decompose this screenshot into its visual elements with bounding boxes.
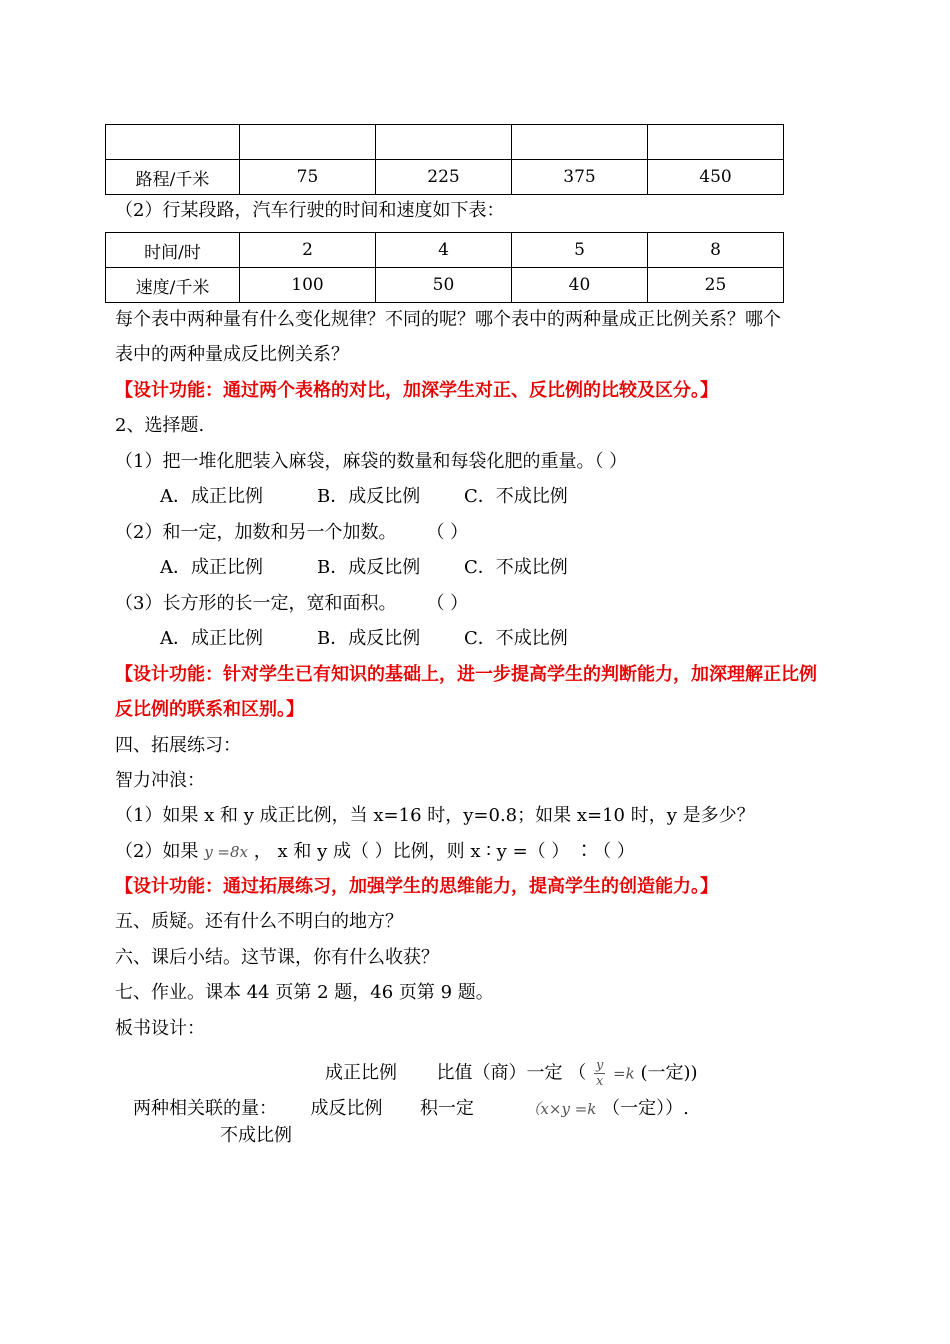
- table-cell: 375: [512, 160, 648, 195]
- choice-stem: [115, 450, 627, 474]
- option-a: A．成正比例: [160, 486, 263, 507]
- option-b: B．成反比例: [317, 486, 421, 507]
- fraction: [594, 1058, 605, 1089]
- question-text: 表中的两种量成反比例关系？: [115, 344, 349, 365]
- board-row-direct: [325, 1058, 698, 1089]
- choice-options: [160, 556, 568, 580]
- choice-stem-text: （3）长方形的长一定，宽和面积。: [115, 593, 397, 614]
- table-row: [106, 268, 784, 303]
- formula: =k: [613, 1064, 635, 1083]
- board-main-label: 两种相关联的量：: [133, 1098, 277, 1119]
- table-cell: 50: [376, 268, 512, 303]
- extension-question: [115, 840, 635, 864]
- table-cell: 时间/时: [106, 233, 240, 268]
- sub-heading: 智力冲浪：: [115, 770, 205, 791]
- design-note: 【设计功能：通过两个表格的对比，加深学生对正、反比例的比较及区分。】: [115, 380, 718, 401]
- design-note: 【设计功能：针对学生已有知识的基础上，进一步提高学生的判断能力，加深理解正比例: [115, 664, 817, 685]
- table-cell: 40: [512, 268, 648, 303]
- fraction-denominator: x: [595, 1074, 604, 1089]
- table-row: [106, 233, 784, 268]
- table2-intro: （2）行某段路，汽车行驶的时间和速度如下表：: [115, 200, 505, 221]
- option-a: A．成正比例: [160, 628, 263, 649]
- formula-open: （: [525, 1100, 541, 1118]
- option-c: C．不成比例: [464, 628, 568, 649]
- table-cell: 8: [648, 233, 784, 268]
- fraction-numerator: y: [595, 1058, 604, 1073]
- question-text: 每个表中两种量有什么变化规律？不同的呢？哪个表中的两种量成正比例关系？哪个: [115, 309, 781, 330]
- choice-stem-text: （2）和一定，加数和另一个加数。: [115, 522, 397, 543]
- table-cell: 4: [376, 233, 512, 268]
- table-cell: [376, 125, 512, 160]
- table-row: [106, 125, 784, 160]
- table-cell: 2: [240, 233, 376, 268]
- table-cell: 100: [240, 268, 376, 303]
- table-cell: 速度/千米: [106, 268, 240, 303]
- choice-stem: [115, 521, 468, 545]
- choice-stem-text: （1）把一堆化肥装入麻袋，麻袋的数量和每袋化肥的重量。（ ）: [115, 451, 628, 472]
- board-inverse-end: （一定））.: [602, 1098, 689, 1119]
- speed-table: [105, 232, 784, 303]
- option-b: B．成反比例: [317, 628, 421, 649]
- board-heading: 板书设计：: [115, 1018, 205, 1039]
- table-cell: 75: [240, 160, 376, 195]
- table-row: [106, 160, 784, 195]
- table-cell: 225: [376, 160, 512, 195]
- design-note: 【设计功能：通过拓展练习，加强学生的思维能力，提高学生的创造能力。】: [115, 876, 718, 897]
- board-inverse-label: 成反比例: [310, 1098, 383, 1119]
- table-cell: 450: [648, 160, 784, 195]
- choice-options: [160, 627, 568, 651]
- table-cell: [240, 125, 376, 160]
- table-cell: 25: [648, 268, 784, 303]
- choice-stem: [115, 592, 468, 616]
- section-heading: 七、作业。课本 44 页第 2 题，46 页第 9 题。: [115, 982, 494, 1003]
- section-heading: 五、质疑。还有什么不明白的地方？: [115, 911, 403, 932]
- option-c: C．不成比例: [464, 557, 568, 578]
- answer-paren: （ ）: [426, 522, 469, 543]
- board-inverse-rule: 积一定: [419, 1098, 474, 1119]
- distance-table: [105, 124, 784, 195]
- section-heading: 四、拓展练习：: [115, 735, 241, 756]
- option-b: B．成反比例: [317, 557, 421, 578]
- board-direct-end: (一定)): [640, 1062, 698, 1084]
- table-cell: [106, 125, 240, 160]
- option-a: A．成正比例: [160, 557, 263, 578]
- section-heading: 2、选择题.: [115, 415, 205, 436]
- ext2-suffix: ， x 和 y 成（ ）比例，则 x ∶ y =（ ） ∶（ ）: [253, 841, 635, 862]
- section-heading: 六、课后小结。这节课，你有什么收获？: [115, 947, 439, 968]
- choice-options: [160, 485, 568, 509]
- board-direct-label: 成正比例: [325, 1062, 397, 1084]
- option-c: C．不成比例: [464, 486, 568, 507]
- board-row-inverse: [133, 1097, 689, 1121]
- answer-paren: （ ）: [426, 593, 469, 614]
- design-note: 反比例的联系和区别。】: [115, 699, 304, 720]
- board-row-none: 不成比例: [220, 1125, 292, 1146]
- table-cell: 5: [512, 233, 648, 268]
- board-direct-rule: 比值（商）一定 （: [436, 1062, 587, 1084]
- table-cell: 路程/千米: [106, 160, 240, 195]
- formula: x×y =k: [540, 1100, 597, 1118]
- table-cell: [512, 125, 648, 160]
- formula: y =8x: [204, 843, 249, 861]
- ext2-prefix: （2）如果: [115, 841, 199, 862]
- table-cell: [648, 125, 784, 160]
- extension-question: （1）如果 x 和 y 成正比例，当 x=16 时，y=0.8；如果 x=10 时，y 是多少？: [115, 805, 755, 826]
